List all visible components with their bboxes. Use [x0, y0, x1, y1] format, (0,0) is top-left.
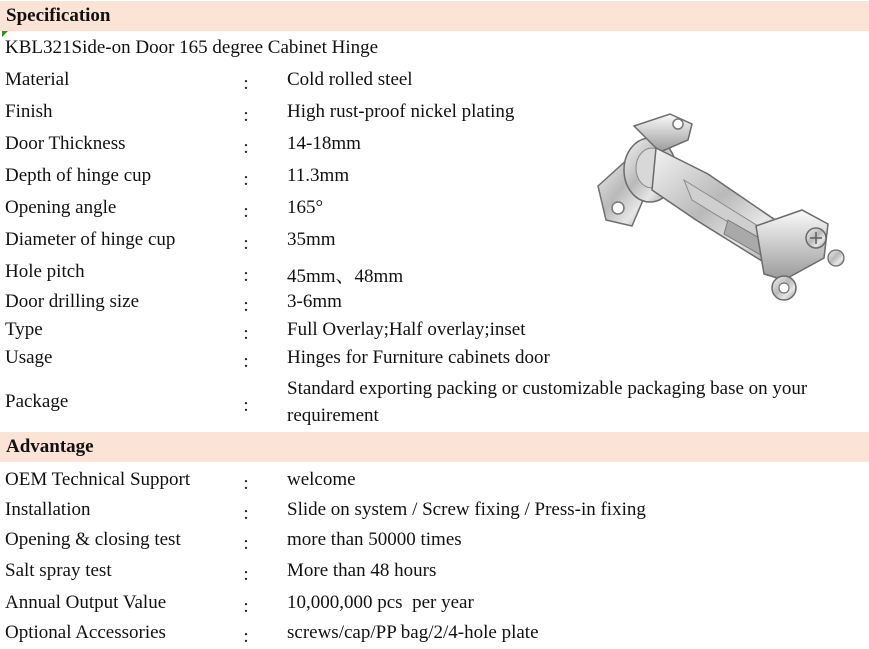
spec-label: Depth of hinge cup — [5, 165, 152, 186]
adv-label: Optional Accessories — [5, 622, 166, 643]
spec-colon: : — [243, 105, 249, 126]
adv-value: 10,000,000 pcs per year — [287, 592, 474, 613]
adv-label: OEM Technical Support — [5, 469, 191, 490]
adv-colon: : — [243, 596, 249, 617]
spec-label: Opening angle — [5, 197, 117, 218]
adv-colon: : — [243, 473, 249, 494]
spec-colon: : — [243, 169, 249, 190]
adv-value: screws/cap/PP bag/2/4-hole plate — [287, 622, 539, 643]
spec-colon: : — [243, 137, 249, 158]
spec-value: 45mm、48mm — [287, 266, 404, 287]
spec-label: Usage — [5, 347, 53, 368]
spec-label: Type — [5, 319, 43, 340]
spec-value: Cold rolled steel — [287, 69, 413, 90]
spec-value: Full Overlay;Half overlay;inset — [287, 319, 526, 340]
spec-value: 14-18mm — [287, 133, 361, 154]
adv-label: Installation — [5, 499, 91, 520]
adv-value: Slide on system / Screw fixing / Press-in fixing — [287, 499, 646, 520]
spec-colon: : — [243, 295, 249, 316]
spec-value: 3-6mm — [287, 291, 342, 312]
adv-label: Salt spray test — [5, 560, 112, 581]
advantage-heading: Advantage — [0, 432, 869, 462]
specification-heading: Specification — [0, 1, 869, 31]
adv-value: More than 48 hours — [287, 560, 437, 581]
spec-colon: : — [243, 265, 249, 286]
spec-colon: : — [243, 233, 249, 254]
spec-colon: : — [243, 323, 249, 344]
spec-value: 165° — [287, 197, 324, 218]
spec-value: 35mm — [287, 229, 336, 250]
spec-value: Standard exporting packing or customizable packaging base on your requirement — [287, 378, 808, 426]
spec-colon: : — [243, 73, 249, 94]
adv-colon: : — [243, 564, 249, 585]
spec-label: Hole pitch — [5, 261, 85, 282]
spec-value: High rust-proof nickel plating — [287, 101, 515, 122]
adv-colon: : — [243, 503, 249, 524]
spec-label: Door Thickness — [5, 133, 126, 154]
spec-colon: : — [243, 395, 249, 416]
spec-label: Diameter of hinge cup — [5, 229, 176, 250]
product-title: KBL321Side-on Door 165 degree Cabinet Hinge — [5, 37, 379, 58]
spec-label: Material — [5, 69, 70, 90]
spec-label: Door drilling size — [5, 291, 140, 312]
spec-label: Package — [5, 391, 69, 412]
adv-label: Opening & closing test — [5, 529, 181, 550]
cabinet-hinge-illustration — [588, 108, 848, 308]
spec-label: Finish — [5, 101, 53, 122]
spec-colon: : — [243, 201, 249, 222]
spec-colon: : — [243, 351, 249, 372]
spec-value: Hinges for Furniture cabinets door — [287, 347, 550, 368]
adv-colon: : — [243, 626, 249, 647]
adv-value: welcome — [287, 469, 356, 490]
spec-value: 11.3mm — [287, 165, 350, 186]
adv-value: more than 50000 times — [287, 529, 462, 550]
adv-colon: : — [243, 533, 249, 554]
adv-label: Annual Output Value — [5, 592, 167, 613]
hinge-mounting-plate — [756, 210, 844, 300]
